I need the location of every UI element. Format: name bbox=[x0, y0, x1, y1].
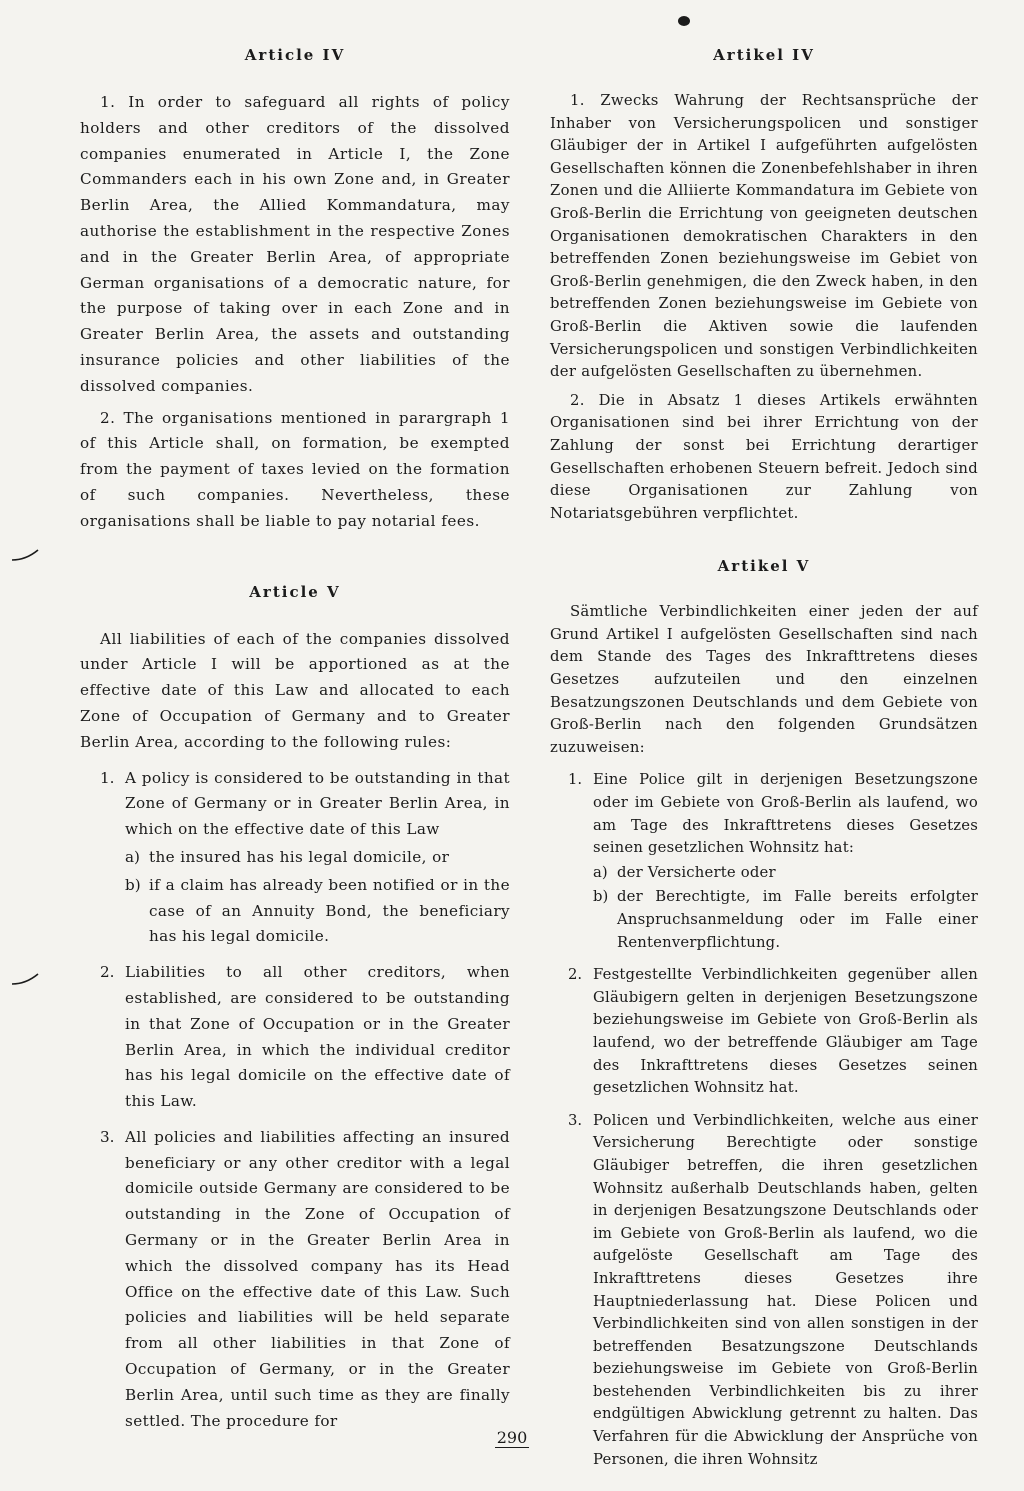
english-column bbox=[80, 44, 510, 1434]
artikel-4-paragraph-2: 2. Die in Absatz 1 dieses Artikels erwähnten Organisationen sind bei ihrer Errichtung von der Zahlung der sonst bei Errichtung derartiger Gesellschaften erhobenen Steuern befreit. Jedoch sind diese Organisationen zur Zahlung von Notariatsgebühren verpflichtet. bbox=[550, 391, 978, 522]
rule-text: A policy is considered to be outstanding in that Zone of Germany or in Greater Berlin Area, in which on the effective date of this Law bbox=[125, 768, 510, 839]
rule-number: 1. bbox=[100, 768, 115, 787]
rule-number: 3. bbox=[568, 1111, 583, 1129]
rule-subitem bbox=[125, 845, 510, 871]
article-5-intro: All liabilities of each of the companies dissolved under Article I will be apportioned as at the effective date of this Law and allocated to each Zone of Occupation of Germany and to Greater Berlin Area, according to the following rules: bbox=[80, 629, 510, 751]
margin-stroke-mark bbox=[10, 972, 40, 988]
rule-text: Liabilities to all other creditors, when established, are considered to be outstanding in that Zone of Occupation or in the Greater Berlin Area, in which the individual creditor has his legal domicile on the effective date of this Law. bbox=[125, 963, 510, 1111]
article-4-paragraph-1: 1. In order to safeguard all rights of policy holders and other creditors of the dissolved companies enumerated in Article I, the Zone Commanders each in his own Zone and, in Greater Berlin Area, the Allied Kommandatura, may authorise the establishment in the respective Zones and in the Greater Berlin Area, of appropriate German organisations of a democratic nature, for the purpose of taking over in each Zone and in Greater Berlin Area, the assets and outstanding insurance policies and other liabilities of the dissolved companies. bbox=[80, 93, 510, 395]
rule-item bbox=[568, 769, 978, 954]
rule-item bbox=[568, 1110, 978, 1472]
rule-number: 3. bbox=[100, 1127, 115, 1146]
rule-subitem bbox=[125, 873, 510, 950]
article-5-rules bbox=[100, 766, 510, 1435]
rule-item bbox=[568, 964, 978, 1100]
subitem-letter: b) bbox=[593, 888, 609, 906]
artikel-5-intro: Sämtliche Verbindlichkeiten einer jeden der auf Grund Artikel I aufgelösten Gesellschaften sind nach dem Stande des Tages des Inkrafttretens dieses Gesetzes aufzuteilen und den einzelnen Besatzungszonen Deutschlands und dem Gebiete von Groß-Berlin nach den folgenden Grundsätzen zuzuweisen: bbox=[550, 603, 978, 756]
artikel-4-heading: Artikel IV bbox=[713, 46, 815, 64]
article-4-paragraph-2: 2. The organisations mentioned in parargraph 1 of this Article shall, on formation, be exempted from the payment of taxes levied on the formation of such companies. Nevertheless, these organisations shall be liable to pay notarial fees. bbox=[80, 408, 510, 530]
page-number bbox=[0, 1428, 1024, 1447]
german-column bbox=[550, 44, 978, 1471]
artikel-4-paragraph-1: 1. Zwecks Wahrung der Rechtsansprüche der Inhaber von Versicherungspolicen und sonstiger Gläubiger der in Artikel I aufgeführten aufgelösten Gesellschaften können die Zonenbefehlshaber in ihren Zonen und die Alliierte Kommandatura im Gebiete von Groß-Berlin die Errichtung von geeigneten deutschen Organisationen demokratischen Charakters in den betreffenden Zonen beziehungsweise im Gebiet von Groß-Berlin genehmigen, die den Zweck haben, in den betreffenden Zonen beziehungsweise im Gebiete von Groß-Berlin die Aktiven sowie die laufenden Versicherungspolicen und sonstigen Verbindlichkeiten der aufgelösten Gesellschaften zu übernehmen. bbox=[550, 92, 978, 381]
margin-stroke-mark bbox=[10, 548, 40, 564]
rule-number: 2. bbox=[568, 966, 583, 984]
rule-item bbox=[100, 1125, 510, 1435]
rule-text: Festgestellte Verbindlichkeiten gegenüber allen Gläubigern gelten in derjenigen Besetzungszone beziehungsweise im Gebiete von Groß-Berlin als laufend, wo der betreffende Gläubiger am Tage des Inkrafttretens dieses Gesetzes seinen gesetzlichen Wohnsitz hat. bbox=[593, 966, 978, 1097]
rule-subitem bbox=[593, 886, 978, 954]
rule-subitem bbox=[593, 862, 978, 885]
rule-number: 1. bbox=[568, 771, 583, 789]
subitem-letter: a) bbox=[125, 847, 140, 866]
subitem-text: the insured has his legal domicile, or bbox=[149, 847, 450, 866]
article-5-heading: Article V bbox=[249, 582, 341, 601]
article-4-heading: Article IV bbox=[244, 46, 346, 64]
ink-blot-mark bbox=[676, 14, 692, 28]
subitem-text: der Berechtigte, im Falle bereits erfolgter Anspruchsanmeldung oder im Falle einer Rentenverpflichtung. bbox=[617, 888, 978, 951]
rule-text: Policen und Verbindlichkeiten, welche aus einer Versicherung Berechtigte oder sonstige Gläubiger betreffen, die ihren gesetzlichen Wohnsitz außerhalb Deutschlands haben, gelten in derjenigen Besatzungszone Deutschlands oder im Gebiete von Groß-Berlin als laufend, wo die aufgelöste Gesellschaft am Tage des Inkrafttretens dieses Gesetzes ihre Hauptniederlassung hat. Diese Policen und Verbindlichkeiten sind von allen sonstigen in der betreffenden Besatzungszone Deutschlands beziehungsweise im Gebiete von Groß-Berlin bestehenden Verbindlichkeiten bis zu ihrer endgültigen Abwicklung getrennt zu halten. Das Verfahren für die Abwicklung der Ansprüche von Personen, die ihren Wohnsitz bbox=[593, 1111, 978, 1468]
subitem-letter: b) bbox=[125, 875, 141, 894]
rule-item bbox=[100, 960, 510, 1115]
artikel-5-rules bbox=[568, 769, 978, 1471]
rule-number: 2. bbox=[100, 963, 115, 982]
subitem-letter: a) bbox=[593, 863, 608, 881]
subitem-text: der Versicherte oder bbox=[617, 863, 776, 881]
rule-item bbox=[100, 766, 510, 951]
rule-text: Eine Police gilt in derjenigen Besetzungszone oder im Gebiete von Groß-Berlin als laufend, wo am Tage des Inkrafttretens dieses Gesetzes seinen gesetzlichen Wohnsitz hat: bbox=[593, 771, 978, 857]
artikel-5-heading: Artikel V bbox=[717, 557, 811, 576]
subitem-text: if a claim has already been notified or in the case of an Annuity Bond, the beneficiary has his legal domicile. bbox=[149, 875, 510, 946]
page-number-text: 290 bbox=[496, 1428, 528, 1447]
rule-text: All policies and liabilities affecting an insured beneficiary or any other creditor with a legal domicile outside Germany are considered to be outstanding in the Zone of Occupation of Germany or in the Greater Berlin Area in which the dissolved company has its Head Office on the effective date of this Law. Such policies and liabilities will be held separate from all other liabilities in that Zone of Occupation of Germany, or in the Greater Berlin Area, until such time as they are finally settled. The procedure for bbox=[125, 1127, 510, 1430]
